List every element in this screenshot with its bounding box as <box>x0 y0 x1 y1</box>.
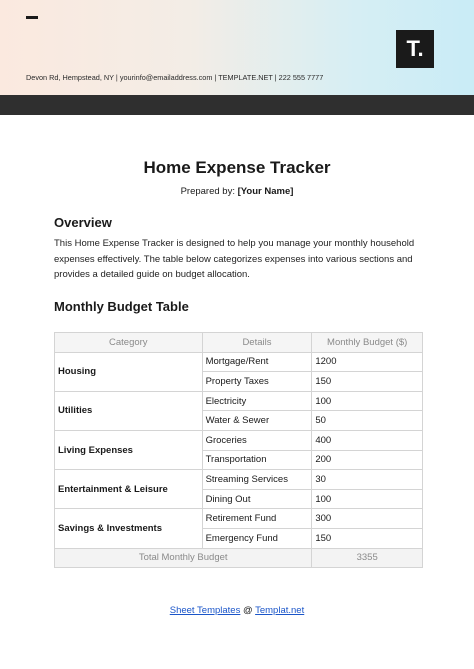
table-row <box>55 352 423 372</box>
detail-cell: Dining Out <box>202 489 312 509</box>
header-divider-band <box>0 95 474 115</box>
category-cell: Savings & Investments <box>55 509 203 548</box>
overview-paragraph: This Home Expense Tracker is designed to help you manage your monthly household expenses effectively. The table below categorizes expenses into various sections and provides a detailed guide on budget allocation. <box>54 238 415 280</box>
template-logo: T. <box>396 30 434 68</box>
amount-cell: 1200 <box>312 352 423 372</box>
page-title: Home Expense Tracker <box>143 158 331 177</box>
header-banner <box>0 0 474 95</box>
table-row <box>55 470 423 490</box>
detail-cell: Emergency Fund <box>202 528 312 548</box>
column-header-details: Details <box>202 333 312 353</box>
table-heading: Monthly Budget Table <box>54 299 189 314</box>
detail-cell: Groceries <box>202 430 312 450</box>
category-cell: Living Expenses <box>55 430 203 469</box>
amount-cell: 100 <box>312 391 423 411</box>
templat-net-link[interactable]: Templat.net <box>255 605 305 616</box>
menu-dash-icon <box>26 16 38 19</box>
overview-heading: Overview <box>54 215 112 230</box>
column-header-category: Category <box>55 333 203 353</box>
budget-table <box>54 332 423 568</box>
column-header-budget: Monthly Budget ($) <box>312 333 423 353</box>
contact-info: Devon Rd, Hempstead, NY | yourinfo@emailaddress.com | TEMPLATE.NET | 222 555 7777 <box>26 73 324 82</box>
detail-cell: Retirement Fund <box>202 509 312 529</box>
total-row <box>55 548 423 568</box>
detail-cell: Transportation <box>202 450 312 470</box>
sheet-templates-link[interactable]: Sheet Templates <box>169 605 241 616</box>
category-cell: Entertainment & Leisure <box>55 470 203 509</box>
footer <box>0 605 474 616</box>
table-header-row <box>55 333 423 353</box>
detail-cell: Mortgage/Rent <box>202 352 312 372</box>
table-row <box>55 391 423 411</box>
amount-cell: 300 <box>312 509 423 529</box>
category-cell: Housing <box>55 352 203 391</box>
detail-cell: Property Taxes <box>202 372 312 392</box>
table-row <box>55 430 423 450</box>
amount-cell: 200 <box>312 450 423 470</box>
prepared-by <box>0 186 474 197</box>
amount-cell: 150 <box>312 372 423 392</box>
category-cell: Utilities <box>55 391 203 430</box>
total-label: Total Monthly Budget <box>55 548 312 568</box>
prepared-by-label: Prepared by: <box>180 186 235 197</box>
table-row <box>55 509 423 529</box>
total-value: 3355 <box>312 548 423 568</box>
detail-cell: Streaming Services <box>202 470 312 490</box>
amount-cell: 150 <box>312 528 423 548</box>
amount-cell: 30 <box>312 470 423 490</box>
footer-separator: @ <box>240 605 256 616</box>
amount-cell: 50 <box>312 411 423 431</box>
amount-cell: 100 <box>312 489 423 509</box>
amount-cell: 400 <box>312 430 423 450</box>
detail-cell: Water & Sewer <box>202 411 312 431</box>
prepared-by-name: [Your Name] <box>237 186 294 197</box>
detail-cell: Electricity <box>202 391 312 411</box>
